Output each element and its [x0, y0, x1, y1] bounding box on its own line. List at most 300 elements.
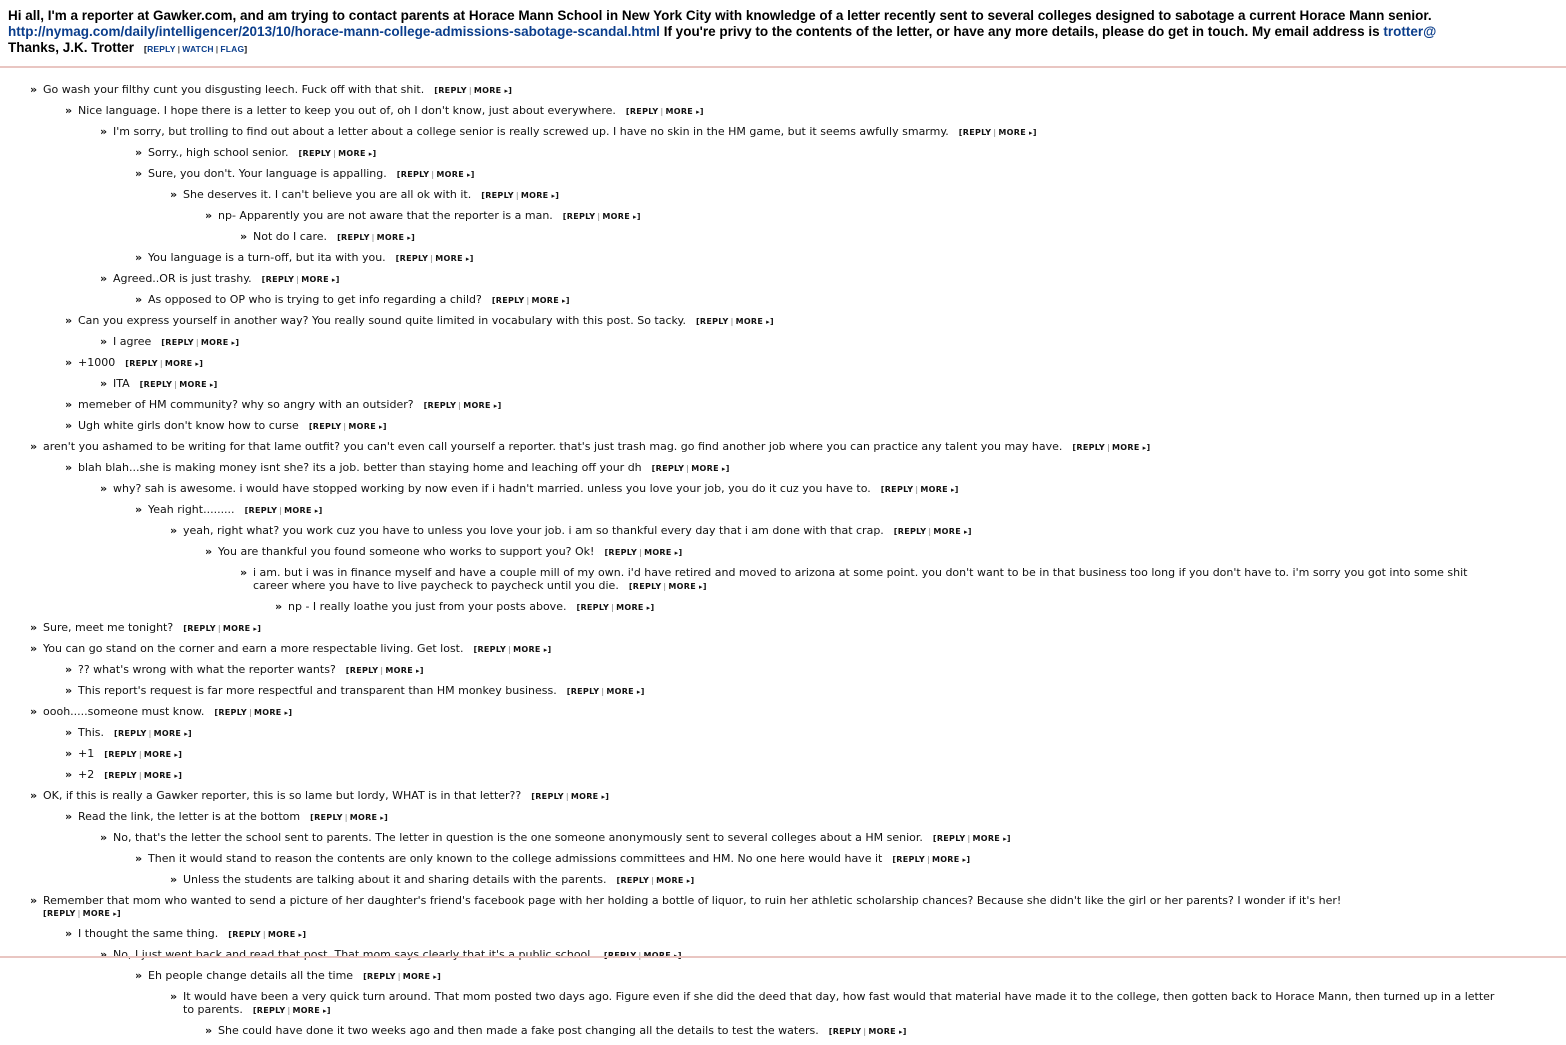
- bracket-open: [: [310, 813, 315, 822]
- bracket-close: ]: [213, 380, 218, 389]
- comment-actions: [104, 750, 182, 759]
- bracket-close: ]: [967, 527, 972, 536]
- triangle-right-icon: ▸: [964, 528, 968, 536]
- reply-arrow-icon: »: [30, 440, 38, 453]
- reply-link[interactable]: REPLY: [400, 170, 430, 179]
- reply-link[interactable]: REPLY: [832, 1027, 862, 1036]
- original-post-line3: [8, 40, 1566, 57]
- comment-text: Sorry., high school senior.: [148, 146, 289, 159]
- comment-text: No, that's the letter the school sent to parents. The letter in question is the one someone anonymously sent to several colleges about a HM senior.: [113, 831, 923, 844]
- comment-depth-3: [135, 852, 1566, 873]
- reply-link[interactable]: REPLY: [143, 380, 173, 389]
- separator: |: [248, 708, 252, 717]
- reply-arrow-icon: »: [65, 927, 73, 940]
- comment-text: Nice language. I hope there is a letter to keep you out of, oh I don't know, just about everywhere.: [78, 104, 616, 117]
- comment-text: yeah, right what? you work cuz you have to unless you love your job. i am so thankful every day that i am done with that crap.: [183, 524, 884, 537]
- comment-depth-1: [65, 768, 1566, 789]
- reply-arrow-icon: »: [65, 314, 73, 327]
- bracket-open: [: [562, 212, 567, 221]
- reply-link[interactable]: REPLY: [129, 359, 158, 368]
- article-link[interactable]: http://nymag.com/daily/intelligencer/2013/10/horace-mann-college-admissions-sabotage-scandal.html: [8, 24, 660, 39]
- more-link[interactable]: MORE: [668, 582, 697, 591]
- reply-link[interactable]: REPLY: [629, 107, 659, 116]
- more-link[interactable]: MORE: [301, 275, 329, 284]
- more-link[interactable]: MORE: [616, 603, 644, 612]
- comment-text: You can go stand on the corner and earn a more respectable living. Get lost.: [43, 642, 464, 655]
- more-link[interactable]: MORE: [972, 834, 1001, 843]
- bracket-close: ]: [117, 909, 121, 918]
- reply-link[interactable]: REPLY: [314, 813, 343, 822]
- comment-text: You are thankful you found someone who works to support you? Ok!: [218, 545, 595, 558]
- bracket-open: [: [473, 645, 478, 654]
- reply-link[interactable]: REPLY: [108, 771, 137, 780]
- separator: |: [660, 107, 664, 116]
- reply-link[interactable]: REPLY: [117, 729, 147, 738]
- more-link[interactable]: MORE: [267, 930, 296, 939]
- triangle-right-icon: ▸: [646, 604, 651, 612]
- more-link[interactable]: MORE: [253, 708, 282, 717]
- reply-link[interactable]: REPLY: [896, 855, 925, 864]
- bracket-open: [: [395, 254, 400, 263]
- separator: |: [215, 44, 219, 54]
- reply-link[interactable]: REPLY: [699, 317, 729, 326]
- reply-arrow-icon: »: [170, 873, 178, 886]
- bracket-close: ]: [725, 464, 730, 473]
- reply-link[interactable]: REPLY: [367, 972, 396, 981]
- comment-depth-5: [205, 545, 1566, 566]
- separator: |: [344, 813, 348, 822]
- reply-link[interactable]: REPLY: [438, 86, 467, 95]
- separator: |: [638, 951, 642, 960]
- reply-arrow-icon: »: [100, 948, 108, 961]
- reply-arrow-icon: »: [65, 461, 73, 474]
- bracket-open: [: [566, 687, 571, 696]
- comment-text: Remember that mom who wanted to send a picture of her daughter's friend's facebook page with her holding a bottle of liquor, to ruin her athletic scholarship chances? Because she didn't like the girl or her parents? I wonder if it's her!: [43, 894, 1342, 907]
- comment-depth-2: [100, 377, 1566, 398]
- more-link[interactable]: MORE: [338, 149, 366, 158]
- reply-link[interactable]: REPLY: [46, 909, 76, 918]
- reply-link[interactable]: REPLY: [936, 834, 966, 843]
- comment-actions: [652, 464, 730, 473]
- triangle-right-icon: ▸: [380, 814, 385, 822]
- comment-actions: [473, 645, 551, 654]
- reply-arrow-icon: »: [30, 705, 38, 718]
- bracket-close: ]: [555, 191, 560, 200]
- separator: |: [296, 275, 300, 284]
- bracket-open: [: [113, 729, 118, 738]
- reply-link[interactable]: REPLY: [187, 624, 216, 633]
- comment-text: Can you express yourself in another way? You really sound quite limited in vocabulary with this post. So tacky.: [78, 314, 686, 327]
- comment-actions: [892, 855, 970, 864]
- more-link[interactable]: MORE: [200, 338, 229, 347]
- reply-link[interactable]: REPLY: [632, 582, 662, 591]
- more-link[interactable]: MORE: [531, 296, 560, 305]
- more-link[interactable]: MORE: [656, 876, 684, 885]
- bracket-close: ]: [326, 1006, 331, 1015]
- reply-arrow-icon: »: [170, 188, 178, 201]
- reply-link[interactable]: REPLY: [962, 128, 992, 137]
- comment-actions: [626, 107, 704, 116]
- bracket-close: ]: [702, 582, 707, 591]
- separator: |: [174, 380, 178, 389]
- comment-text: ?? what's wrong with what the reporter wants?: [78, 663, 336, 676]
- comment-actions: [245, 506, 323, 515]
- reply-link[interactable]: REPLY: [302, 149, 332, 158]
- bracket-open: [: [214, 708, 219, 717]
- reply-link[interactable]: REPLY: [535, 792, 564, 801]
- comment-depth-1: [65, 104, 1566, 125]
- bracket-close: ]: [769, 317, 774, 326]
- bracket-close: ]: [235, 338, 240, 347]
- comment-text: Not do I care.: [253, 230, 328, 243]
- comment-actions: [43, 907, 1506, 921]
- triangle-right-icon: ▸: [674, 952, 678, 960]
- bracket-open: [: [43, 909, 47, 918]
- comment-depth-7: [275, 600, 1566, 621]
- more-link[interactable]: MORE: [735, 317, 764, 326]
- more-link[interactable]: MORE: [349, 813, 378, 822]
- more-link[interactable]: MORE: [463, 401, 491, 410]
- reply-arrow-icon: »: [100, 335, 108, 348]
- comment-actions: [104, 771, 182, 780]
- reply-arrow-icon: »: [205, 545, 213, 558]
- comment-actions: [434, 86, 512, 95]
- separator: |: [993, 128, 997, 137]
- comment-actions: [481, 191, 559, 200]
- bracket-close: ]: [508, 86, 513, 95]
- reply-arrow-icon: »: [100, 272, 108, 285]
- bracket-close: ]: [547, 645, 552, 654]
- more-link[interactable]: MORE: [643, 951, 672, 960]
- comment-depth-0: [30, 621, 1566, 642]
- bracket-close: ]: [650, 603, 655, 612]
- comment-actions: [309, 422, 387, 431]
- separator: |: [686, 464, 690, 473]
- reply-link[interactable]: REPLY: [607, 951, 637, 960]
- triangle-right-icon: ▸: [195, 360, 200, 368]
- comment-actions: [140, 380, 218, 389]
- bracket-open: [: [892, 855, 897, 864]
- comment-depth-5: [205, 1024, 1566, 1045]
- comment-depth-1: [65, 747, 1566, 768]
- triangle-right-icon: ▸: [551, 192, 556, 200]
- reply-link[interactable]: REPLY: [218, 708, 247, 717]
- comment-text: You language is a turn-off, but ita with you.: [148, 251, 386, 264]
- more-link[interactable]: MORE: [920, 485, 948, 494]
- more-link[interactable]: MORE: [691, 464, 719, 473]
- more-link[interactable]: MORE: [292, 1006, 321, 1015]
- comment-depth-1: [65, 810, 1566, 831]
- triangle-right-icon: ▸: [766, 318, 770, 326]
- comment-actions: [114, 729, 192, 738]
- more-link[interactable]: MORE: [385, 666, 413, 675]
- separator: |: [508, 645, 512, 654]
- more-link[interactable]: MORE: [435, 254, 463, 263]
- bracket-close: ]: [199, 359, 204, 368]
- more-link[interactable]: MORE: [164, 359, 193, 368]
- more-link[interactable]: MORE: [222, 624, 251, 633]
- comment-text: memeber of HM community? why so angry with an outsider?: [78, 398, 414, 411]
- comment-depth-1: [65, 398, 1566, 419]
- separator: |: [526, 296, 530, 305]
- reply-link[interactable]: REPLY: [341, 233, 370, 242]
- more-link[interactable]: MORE: [644, 548, 672, 557]
- bracket-close: ]: [244, 44, 248, 54]
- comment-depth-5: [205, 209, 1566, 230]
- bracket-close: ]: [1006, 834, 1011, 843]
- comment-actions: [125, 359, 203, 368]
- more-link[interactable]: MORE: [402, 972, 431, 981]
- reply-arrow-icon: »: [65, 419, 73, 432]
- more-link[interactable]: MORE: [998, 128, 1026, 137]
- reply-arrow-icon: »: [205, 1024, 213, 1037]
- triangle-right-icon: ▸: [633, 213, 637, 221]
- comment-actions: [933, 834, 1011, 843]
- original-post-line2: [8, 24, 1566, 40]
- reply-link[interactable]: REPLY: [427, 401, 457, 410]
- bracket-close: ]: [302, 930, 307, 939]
- more-link[interactable]: MORE: [82, 909, 111, 918]
- comment-actions: [363, 972, 441, 981]
- comment-text: i am. but i was in finance myself and have a couple mill of my own. i'd have retired and moved to arizona at some point. you don't want to be in that business too long if you don't have to. i'm sorry you got into some shit career where you have to live paycheck to paycheck until you die.: [253, 566, 1468, 592]
- bracket-close: ]: [288, 708, 293, 717]
- comment-depth-3: [135, 969, 1566, 990]
- reply-arrow-icon: »: [135, 503, 143, 516]
- comment-text: oooh.....someone must know.: [43, 705, 205, 718]
- email-address[interactable]: trotter@: [1383, 24, 1437, 39]
- bracket-open: [: [161, 338, 166, 347]
- bracket-open: [: [1072, 443, 1077, 452]
- reply-arrow-icon: »: [65, 747, 73, 760]
- reply-arrow-icon: »: [30, 789, 38, 802]
- reply-link[interactable]: REPLY: [248, 506, 278, 515]
- more-link[interactable]: MORE: [602, 212, 630, 221]
- bracket-open: [: [396, 170, 401, 179]
- comment-depth-4: [170, 990, 1566, 1024]
- reply-arrow-icon: »: [65, 684, 73, 697]
- bracket-open: [: [958, 128, 963, 137]
- bracket-open: [: [481, 191, 486, 200]
- comment-depth-0: [30, 705, 1566, 726]
- comment-text: It would have been a very quick turn around. That mom posted two days ago. Figure even if she did the deed that day, how fast would that material have made it to the college, then gotten back to Horace Mann, then turned up in a letter to parents.: [183, 990, 1495, 1016]
- reply-link[interactable]: REPLY: [265, 275, 295, 284]
- comment-text: np - I really loathe you just from your posts above.: [288, 600, 567, 613]
- reply-arrow-icon: »: [135, 167, 143, 180]
- comment-depth-0: [30, 440, 1566, 461]
- bracket-close: ]: [636, 212, 641, 221]
- reply-link[interactable]: REPLY: [108, 750, 137, 759]
- bracket-close: ]: [640, 687, 645, 696]
- comment-text: Unless the students are talking about it and sharing details with the parents.: [183, 873, 607, 886]
- comment-depth-6: [240, 230, 1566, 251]
- reply-link[interactable]: REPLY: [655, 464, 685, 473]
- triangle-right-icon: ▸: [331, 276, 336, 284]
- more-link[interactable]: MORE: [143, 750, 172, 759]
- reply-arrow-icon: »: [135, 146, 143, 159]
- triangle-right-icon: ▸: [231, 339, 236, 347]
- more-link[interactable]: MORE: [606, 687, 634, 696]
- comment-text: I thought the same thing.: [78, 927, 219, 940]
- comment-actions: [396, 254, 474, 263]
- bracket-open: [: [651, 464, 656, 473]
- bracket-close: ]: [318, 506, 323, 515]
- separator: |: [159, 359, 163, 368]
- more-link[interactable]: MORE: [931, 855, 960, 864]
- reply-arrow-icon: »: [135, 969, 143, 982]
- triangle-right-icon: ▸: [314, 507, 319, 515]
- comment-actions: [604, 548, 682, 557]
- bracket-open: [: [531, 792, 536, 801]
- more-link[interactable]: MORE: [513, 645, 541, 654]
- reply-link[interactable]: REPLY: [485, 191, 514, 200]
- reply-link[interactable]: REPLY: [495, 296, 525, 305]
- reply-arrow-icon: »: [135, 293, 143, 306]
- reply-link[interactable]: REPLY: [884, 485, 914, 494]
- reply-arrow-icon: »: [170, 524, 178, 537]
- reply-link[interactable]: REPLY: [312, 422, 342, 431]
- comment-actions: [253, 1006, 331, 1015]
- more-link[interactable]: MORE: [665, 107, 694, 116]
- separator: |: [397, 972, 401, 981]
- comment-text: +2: [78, 768, 95, 781]
- comment-actions: [894, 527, 972, 536]
- comment-text: I agree: [113, 335, 152, 348]
- comment-depth-3: [135, 293, 1566, 314]
- signoff: Thanks, J.K. Trotter: [8, 40, 135, 55]
- bracket-open: [: [104, 771, 109, 780]
- watch-link[interactable]: WATCH: [182, 44, 214, 54]
- reply-link[interactable]: REPLY: [399, 254, 429, 263]
- bracket-open: [: [298, 149, 303, 158]
- comment-text: Ugh white girls don't know how to curse: [78, 419, 299, 432]
- reply-link[interactable]: REPLY: [477, 645, 507, 654]
- comment-actions: [397, 170, 475, 179]
- separator: |: [597, 212, 601, 221]
- reply-arrow-icon: »: [100, 377, 108, 390]
- reply-arrow-icon: »: [100, 831, 108, 844]
- separator: |: [639, 548, 643, 557]
- more-link[interactable]: MORE: [520, 191, 549, 200]
- more-link[interactable]: MORE: [153, 729, 182, 738]
- reply-link[interactable]: REPLY: [256, 1006, 286, 1015]
- separator: |: [343, 422, 347, 431]
- more-link[interactable]: MORE: [473, 86, 502, 95]
- triangle-right-icon: ▸: [466, 171, 471, 179]
- comment-text: Go wash your filthy cunt you disgusting leech. Fuck off with that shit.: [43, 83, 425, 96]
- comment-depth-6: [240, 566, 1566, 600]
- comment-text: Then it would stand to reason the contents are only known to the college admissions committees and HM. No one here would have it: [148, 852, 883, 865]
- reply-arrow-icon: »: [65, 810, 73, 823]
- triangle-right-icon: ▸: [493, 402, 498, 410]
- bracket-open: [: [628, 582, 633, 591]
- bracket-close: ]: [382, 422, 387, 431]
- bracket-close: ]: [384, 813, 389, 822]
- reply-arrow-icon: »: [65, 663, 73, 676]
- more-link[interactable]: MORE: [376, 233, 405, 242]
- triangle-right-icon: ▸: [284, 709, 289, 717]
- reply-link[interactable]: REPLY: [566, 212, 596, 221]
- original-post-body: If you're privy to the contents of the letter, or have any more details, please do get in touch. My email address is: [659, 24, 1384, 39]
- comment-depth-4: [170, 524, 1566, 545]
- comment-text: Eh people change details all the time: [148, 969, 354, 982]
- bracket-close: ]: [690, 876, 695, 885]
- comment-actions: [696, 317, 774, 326]
- comment-depth-1: [65, 461, 1566, 482]
- more-link[interactable]: MORE: [284, 506, 312, 515]
- separator: |: [1107, 443, 1111, 452]
- reply-link[interactable]: REPLY: [349, 666, 379, 675]
- reply-link[interactable]: REPLY: [897, 527, 927, 536]
- bracket-close: ]: [437, 972, 442, 981]
- comment-depth-2: [100, 831, 1566, 852]
- comment-actions: [829, 1027, 907, 1036]
- reply-arrow-icon: »: [240, 566, 248, 579]
- more-link[interactable]: MORE: [868, 1027, 896, 1036]
- reply-arrow-icon: »: [65, 356, 73, 369]
- separator: |: [279, 506, 283, 515]
- more-link[interactable]: MORE: [1112, 443, 1140, 452]
- bracket-close: ]: [678, 548, 683, 557]
- reply-link[interactable]: REPLY: [620, 876, 650, 885]
- bracket-close: ]: [565, 296, 570, 305]
- reply-link[interactable]: REPLY: [232, 930, 261, 939]
- separator: |: [515, 191, 519, 200]
- original-post: [8, 8, 1566, 57]
- comment-depth-3: [135, 146, 1566, 167]
- bracket-open: [: [228, 930, 233, 939]
- reply-link[interactable]: REPLY: [147, 44, 176, 54]
- reply-link[interactable]: REPLY: [580, 603, 610, 612]
- triangle-right-icon: ▸: [379, 423, 383, 431]
- comment-depth-0: [30, 642, 1566, 663]
- triangle-right-icon: ▸: [898, 1028, 903, 1036]
- reply-link[interactable]: REPLY: [165, 338, 194, 347]
- bracket-open: [: [616, 876, 621, 885]
- triangle-right-icon: ▸: [636, 688, 641, 696]
- triangle-right-icon: ▸: [1029, 129, 1033, 137]
- triangle-right-icon: ▸: [323, 1007, 327, 1015]
- more-link[interactable]: MORE: [933, 527, 961, 536]
- bracket-close: ]: [419, 666, 424, 675]
- reply-arrow-icon: »: [205, 209, 213, 222]
- comment-text: np- Apparently you are not aware that the reporter is a man.: [218, 209, 553, 222]
- more-link[interactable]: MORE: [348, 422, 377, 431]
- bracket-open: [: [144, 44, 148, 54]
- more-link[interactable]: MORE: [436, 170, 464, 179]
- more-link[interactable]: MORE: [179, 380, 207, 389]
- comment-depth-1: [65, 356, 1566, 377]
- bracket-close: ]: [188, 729, 192, 738]
- more-link[interactable]: MORE: [570, 792, 599, 801]
- bracket-close: ]: [699, 107, 704, 116]
- flag-link[interactable]: FLAG: [220, 44, 245, 54]
- bracket-open: [: [337, 233, 342, 242]
- reply-link[interactable]: REPLY: [1076, 443, 1106, 452]
- separator: |: [651, 876, 655, 885]
- more-link[interactable]: MORE: [143, 771, 172, 780]
- comment-actions: [228, 930, 306, 939]
- reply-arrow-icon: »: [65, 104, 73, 117]
- triangle-right-icon: ▸: [433, 973, 438, 981]
- comment-text: This.: [78, 726, 104, 739]
- triangle-right-icon: ▸: [415, 667, 420, 675]
- bracket-close: ]: [1032, 128, 1037, 137]
- comment-text: I'm sorry, but trolling to find out about a letter about a college senior is really screwed up. I have no skin in the HM game, but it seems awfully smarmy.: [113, 125, 949, 138]
- separator: |: [967, 834, 971, 843]
- reply-link[interactable]: REPLY: [608, 548, 638, 557]
- reply-link[interactable]: REPLY: [570, 687, 600, 696]
- reply-arrow-icon: »: [65, 726, 73, 739]
